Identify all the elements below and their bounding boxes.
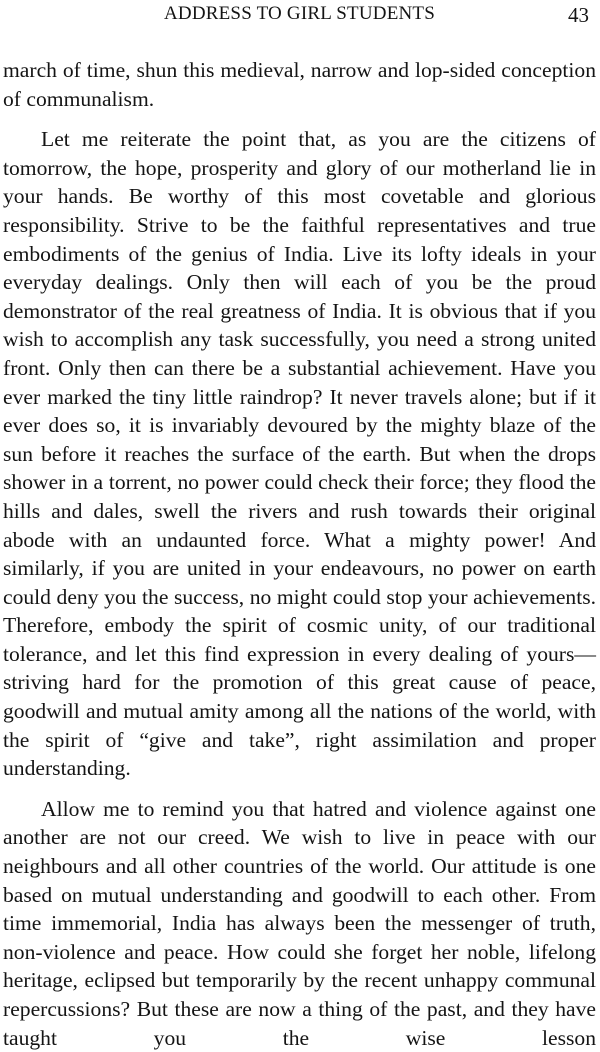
page-number: 43 xyxy=(568,3,589,27)
paragraph-unity: Let me reiterate the point that, as you are the citizens of tomorrow, the hope, prosperity and glory of our motherland lie in your hands. Be worthy of this most covetable and glorious responsibility. Strive to be the faithful representatives and true embodiments of the genius of India. Live its lofty ideals in your everyday dealings. Only then will each of you be the proud demonstrator of the real greatness of India. It is obvious that if you wish to accomplish any task successfully, you need a strong united front. Only then can there be a substantial achievement. Have you ever marked the tiny little raindrop? It never travels alone; but if it ever does so, it is invariably devoured by the mighty blaze of the sun before it reaches the surface of the earth. But when the drops shower in a torrent, no power could check their force; they flood the hills and dales, swell the rivers and rush towards their original abode with an undaunted force. What a mighty power! And similarly, if you are united in your endeavours, no power on earth could deny you the success, no might could stop your achievements. Therefore, embody the spirit of cosmic unity, of our traditional tolerance, and let this find expression in every dealing of yours—striving hard for the promotion of this great cause of peace, goodwill and mutual amity among all the nations of the world, with the spirit of “give and take”, right assimilation and proper understanding. xyxy=(3,127,596,781)
body-text xyxy=(3,56,596,1052)
paragraph-peace: Allow me to remind you that hatred and violence against one another are not our creed. We wish to live in peace with our neighbours and all other countries of the world. Our attitude is one based on mutual understanding and goodwill to each other. From time immemorial, India has always been the messenger of truth, non-violence and peace. How could she forget her noble, lifelong heritage, eclipsed but temporarily by the recent unhappy communal repercussions? But these are now a thing of the past, and they have taught you the wise lesson xyxy=(3,796,596,1050)
paragraph-gap xyxy=(3,783,596,795)
running-header xyxy=(3,3,596,33)
paragraph-gap xyxy=(3,113,596,125)
paragraph-continuation: march of time, shun this medieval, narrow and lop-sided conception of communalism. xyxy=(3,58,596,111)
running-title: ADDRESS TO GIRL STUDENTS xyxy=(163,3,435,24)
